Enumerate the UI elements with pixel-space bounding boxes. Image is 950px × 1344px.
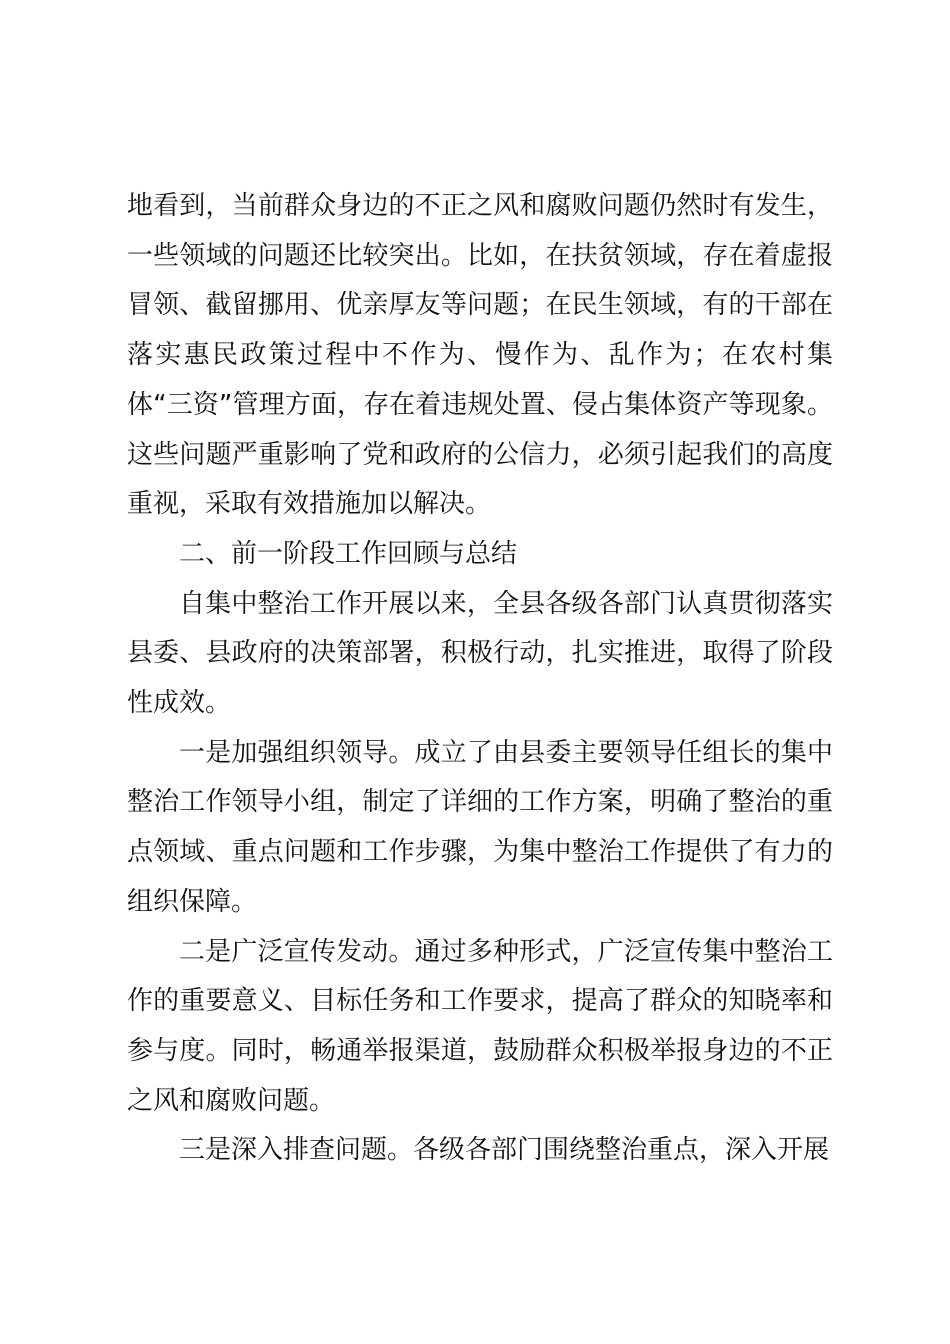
- paragraph-point-three: 三是深入排查问题。各级各部门围绕整治重点，深入开展: [179, 1135, 830, 1166]
- paragraph-point-one: 一是加强组织领导。成立了由县委主要领导任组长的集中整治工作领导小组，制定了详细的工作方案，明确了整治的重点领域、重点问题和工作步骤，为集中整治工作提供了有力的组织保障。: [127, 737, 833, 917]
- paragraph-point-two: 二是广泛宣传发动。通过多种形式，广泛宣传集中整治工作的重要意义、目标任务和工作要求，提高了群众的知晓率和参与度。同时，畅通举报渠道，鼓励群众积极举报身边的不正之风和腐败问题。: [127, 936, 833, 1116]
- paragraph-intro: 自集中整治工作开展以来，全县各级各部门认真贯彻落实县委、县政府的决策部署，积极行动，扎实推进，取得了阶段性成效。: [127, 588, 833, 719]
- document-body: [127, 182, 833, 1176]
- section-heading: 二、前一阶段工作回顾与总结: [179, 538, 518, 569]
- paragraph-continuation: 地看到，当前群众身边的不正之风和腐败问题仍然时有发生，一些领域的问题还比较突出。比如，在扶贫领域，存在着虚报冒领、截留挪用、优亲厚友等问题；在民生领域，有的干部在落实惠民政策过程中不作为、慢作为、乱作为；在农村集体“三资”管理方面，存在着违规处置、侵占集体资产等现象。这些问题严重影响了党和政府的公信力，必须引起我们的高度重视，采取有效措施加以解决。: [127, 191, 833, 520]
